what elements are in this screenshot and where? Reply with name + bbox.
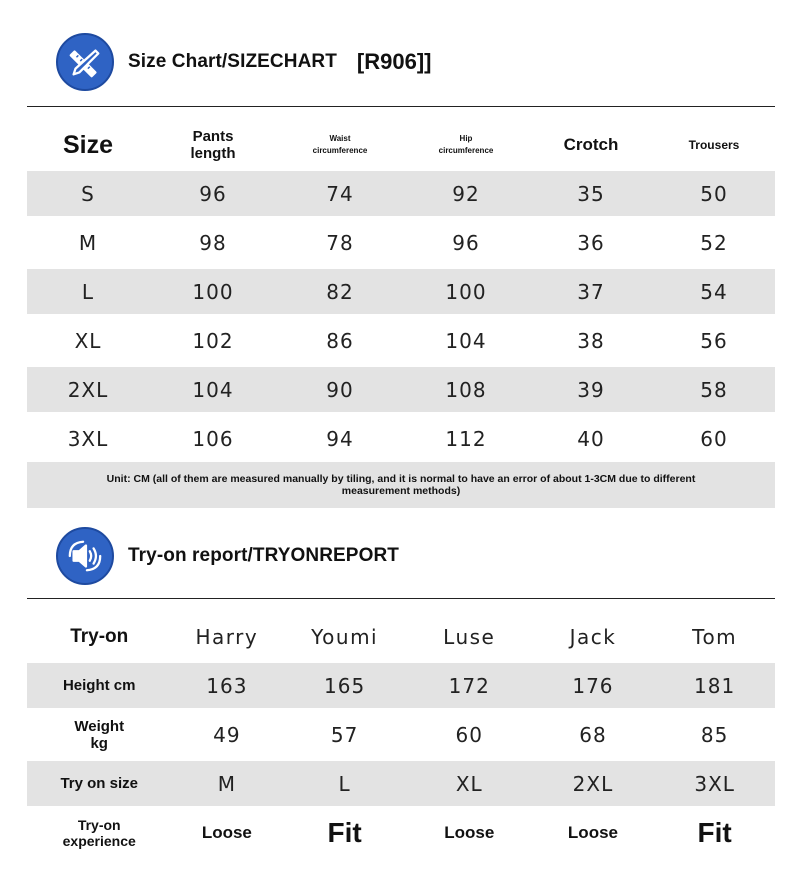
header-trousers: Trousers (688, 138, 740, 152)
size-chart-title: Size Chart/SIZECHART (128, 51, 337, 72)
trousers-value: 52 (700, 230, 728, 255)
tried-size-value: 2XL (572, 771, 614, 796)
table-row (27, 269, 775, 314)
tried-size-value: L (338, 771, 351, 796)
hip-value: 96 (452, 230, 480, 255)
waist-value: 82 (326, 279, 354, 304)
experience-label: Try-on experience (62, 816, 136, 849)
trousers-value: 54 (700, 279, 728, 304)
size-label: Try on size (60, 775, 138, 792)
trousers-value: 60 (700, 426, 728, 451)
experience-value: Loose (567, 822, 618, 842)
size-value: 3XL (67, 426, 109, 451)
table-row (27, 761, 775, 806)
weight-value: 68 (579, 722, 607, 747)
crotch-value: 39 (577, 377, 605, 402)
waist-value: 86 (326, 328, 354, 353)
unit-note-row (27, 462, 775, 508)
header-size: Size (62, 130, 114, 159)
table-row (27, 220, 775, 265)
waist-value: 74 (326, 181, 354, 206)
waist-value: 94 (326, 426, 354, 451)
tryon-table-header (27, 614, 775, 659)
table-row (27, 663, 775, 708)
experience-value: Loose (201, 822, 252, 842)
height-value: 176 (572, 673, 614, 698)
person-name: Tom (692, 624, 738, 649)
hip-value: 92 (452, 181, 480, 206)
height-value: 165 (324, 673, 366, 698)
crotch-value: 38 (577, 328, 605, 353)
experience-value: Fit (697, 816, 732, 848)
crotch-value: 40 (577, 426, 605, 451)
header-waist: Waist circumference (312, 134, 368, 155)
person-name: Luse (443, 624, 496, 649)
waist-value: 90 (326, 377, 354, 402)
trousers-value: 50 (700, 181, 728, 206)
speaker-icon (56, 527, 114, 585)
hip-value: 104 (445, 328, 487, 353)
header-pants-length: Pants length (190, 128, 236, 162)
weight-value: 60 (455, 722, 483, 747)
hip-value: 112 (445, 426, 487, 451)
table-row (27, 318, 775, 363)
unit-note: Unit: CM (all of them are measured manually by tiling, and it is normal to have an error of about 1-3CM due to different measurement methods) (106, 473, 696, 497)
divider (27, 598, 775, 599)
weight-label: Weight kg (74, 717, 125, 752)
height-value: 163 (206, 673, 248, 698)
pants-length-value: 102 (192, 328, 234, 353)
pants-length-value: 98 (199, 230, 227, 255)
person-name: Jack (569, 624, 617, 649)
tried-size-value: M (217, 771, 236, 796)
size-value: XL (74, 328, 102, 353)
header-tryon: Try-on (70, 625, 129, 647)
size-value: S (81, 181, 95, 206)
trousers-value: 56 (700, 328, 728, 353)
hip-value: 108 (445, 377, 487, 402)
pants-length-value: 104 (192, 377, 234, 402)
hip-value: 100 (445, 279, 487, 304)
tryon-report-header (56, 527, 399, 585)
header-crotch: Crotch (563, 135, 619, 154)
size-chart-header (56, 33, 432, 91)
size-value: 2XL (67, 377, 109, 402)
waist-value: 78 (326, 230, 354, 255)
divider (27, 106, 775, 107)
table-row (27, 367, 775, 412)
weight-value: 49 (213, 722, 241, 747)
pants-length-value: 106 (192, 426, 234, 451)
table-row (27, 171, 775, 216)
pants-length-value: 96 (199, 181, 227, 206)
weight-value: 57 (330, 722, 359, 747)
person-name: Harry (195, 624, 259, 649)
table-row (27, 712, 775, 757)
header-hip: Hip circumference (438, 134, 494, 155)
experience-value: Loose (444, 822, 495, 842)
trousers-value: 58 (700, 377, 728, 402)
ruler-pencil-icon (56, 33, 114, 91)
product-code: [R906]] (356, 49, 432, 74)
tryon-report-title: Try-on report/TRYONREPORT (128, 545, 399, 566)
person-name: Youmi (311, 624, 379, 649)
crotch-value: 37 (577, 279, 605, 304)
size-value: L (81, 279, 95, 304)
tried-size-value: 3XL (694, 771, 735, 796)
height-label: Height cm (62, 677, 136, 694)
crotch-value: 36 (577, 230, 605, 255)
table-row (27, 810, 775, 855)
tried-size-value: XL (455, 771, 483, 796)
size-value: M (78, 230, 98, 255)
height-value: 181 (694, 673, 736, 698)
experience-value: Fit (327, 816, 362, 848)
weight-value: 85 (700, 722, 729, 747)
pants-length-value: 100 (192, 279, 234, 304)
size-table-header (27, 122, 775, 168)
height-value: 172 (448, 673, 490, 698)
crotch-value: 35 (577, 181, 605, 206)
table-row (27, 416, 775, 461)
